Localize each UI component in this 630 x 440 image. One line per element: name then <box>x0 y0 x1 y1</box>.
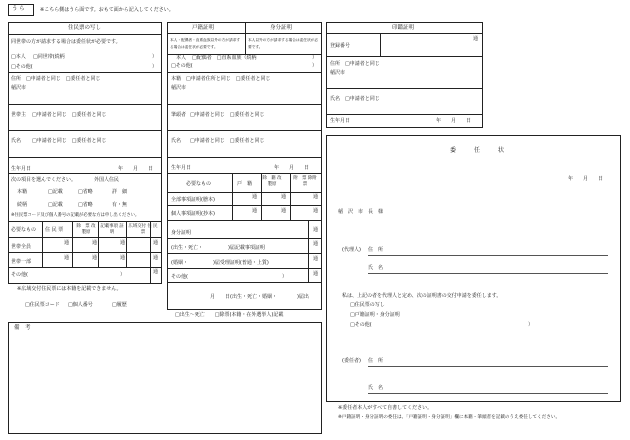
ininjo-statement: 私は、上記の者を代理人と定め、次の証明書の交付申請を委任します。 <box>342 293 502 299</box>
footnote-2: ※戸籍証明・身分証明の委任は、「戸籍証明・身分証明」欄に本籍・筆頭者を記載のうえ委任してください。 <box>338 415 561 420</box>
zokugara-kisai[interactable]: □記載 <box>48 202 63 208</box>
row-unit: 通 <box>313 227 319 233</box>
jusho-label: 住所 <box>330 61 341 67</box>
row-unit: 通 <box>313 271 319 277</box>
hitto-opts[interactable]: □配偶者 □直系血族（続柄 <box>192 55 257 61</box>
opt-kojin-bango[interactable]: □個人番号 <box>68 302 93 308</box>
city-label: 稲沢市 <box>171 85 187 91</box>
row-unit: 通 <box>92 255 98 261</box>
birth-label: 生年月日 <box>330 118 351 124</box>
row-unit: 通 <box>153 255 159 261</box>
jusho-opt[interactable]: □申請者と同じ <box>345 61 380 67</box>
table-header: 必要なもの <box>11 227 37 233</box>
row-unit: 通 <box>64 240 70 246</box>
opt-dou-setai[interactable]: □同世帯(続柄 <box>33 54 65 60</box>
opt-juminhyo-code[interactable]: □住民票コード <box>25 302 60 308</box>
shimei-label: 氏名 <box>11 138 22 144</box>
row-unit: 通 <box>120 240 126 246</box>
table-header: 住 民 票 <box>45 227 64 233</box>
table-header: 除 票 改製原 <box>76 224 96 235</box>
hittousha-label: 筆頭者 <box>171 112 187 118</box>
shimei-opt[interactable]: □申請者と同じ <box>345 96 380 102</box>
hittousha-opts[interactable]: □申請者と同じ □委任者と同じ <box>190 112 265 118</box>
inkan-section <box>326 22 483 128</box>
paren-close: ） <box>528 322 534 328</box>
table-header: 広域交付 住 民 票 <box>128 224 158 235</box>
ininjo-date: 年 月 日 <box>568 176 604 182</box>
row-unit: 通 <box>64 255 70 261</box>
table-row: 個人事項証明(抄本) <box>171 211 215 217</box>
juminhyo-title: 住民票の写し <box>68 25 102 31</box>
sheet-label: う ら <box>12 6 25 12</box>
paren-close: ） <box>312 55 318 61</box>
dairinin-shimei: 氏 名 <box>368 265 384 271</box>
ininjo-title: 委 任 状 <box>450 147 511 154</box>
row-unit: 通 <box>281 194 287 200</box>
row-unit: 通 <box>92 240 98 246</box>
ininsha-label: (委任者) <box>342 358 361 364</box>
table-row: その他( <box>11 272 28 278</box>
honseki-opts[interactable]: □申請者住所と同じ □委任者と同じ <box>186 76 271 82</box>
table-header: 附 票 除附票 <box>293 176 317 187</box>
paren-close: ） <box>282 274 288 280</box>
birth-label: 生年月日 <box>171 165 192 171</box>
row-unit: 通 <box>252 194 258 200</box>
ininjo-opt-koseki[interactable]: □戸籍証明・身分証明 <box>350 312 400 318</box>
birth-ymd: 年 月 日 <box>274 165 310 171</box>
row-unit: 通 <box>153 269 159 275</box>
header-notice: ※こちら側はうら面です。おもて面から記入してください。 <box>40 7 174 13</box>
inkan-unit: 通 <box>473 36 479 42</box>
setainushi-label: 世帯主 <box>11 112 27 118</box>
hitto-label: 本人 <box>176 55 187 61</box>
todoke-line: 月 日(出生・死亡・婚姻・ )届出 <box>210 294 309 300</box>
biko-label: 備 考 <box>14 325 31 331</box>
setainushi-opts[interactable]: □申請者と同じ □委任者と同じ <box>32 112 107 118</box>
birth-label: 生年月日 <box>11 166 32 172</box>
honseki-kisai[interactable]: □記載 <box>48 189 63 195</box>
juminhyo-instruction: 同世帯の方が請求する場合は委任状が必要です。 <box>11 39 121 45</box>
opt-sonota[interactable]: □その他( <box>11 64 33 70</box>
row-unit: 通 <box>313 194 319 200</box>
birth-ymd: 年 月 日 <box>436 118 472 124</box>
honseki-label: 本籍 <box>171 76 182 82</box>
koseki-opt-sonota[interactable]: □その他( <box>171 63 193 69</box>
mynumber-note: ※住民票コード及び個人番号の記載が必要な方は申し出ください。 <box>11 213 140 218</box>
row-unit: 通 <box>313 256 319 262</box>
koseki-title: 戸籍証明 <box>192 25 215 31</box>
row-unit: 通 <box>281 208 287 214</box>
ininjo-addressee: 稲 沢 市 長 様 <box>338 209 384 215</box>
row-unit: 通 <box>252 208 258 214</box>
opt-rireki[interactable]: □履歴 <box>112 302 127 308</box>
ininsha-shimei: 氏 名 <box>368 385 384 391</box>
cert-row: 身分証明 <box>171 230 192 236</box>
footnote-1: ※委任者本人がすべて自書してください。 <box>338 405 433 411</box>
row-unit: 通 <box>153 240 159 246</box>
opt-honnin[interactable]: □本人 <box>11 54 26 60</box>
biko-section[interactable] <box>8 322 322 434</box>
table-row: 全部事項証明(謄本) <box>171 197 215 203</box>
city-label: 稲沢市 <box>11 85 27 91</box>
shimei-label: 氏名 <box>171 138 182 144</box>
ininsha-shimei-line[interactable] <box>368 393 608 394</box>
cert-row: (出生・死亡・ )届記載事項証明 <box>171 245 265 251</box>
table-header: 戸 籍 <box>237 181 253 187</box>
jusho-label: 住所 <box>11 76 22 82</box>
umu-label: 有・無 <box>112 202 128 208</box>
kouiki-note: ※広域交付住民票には本籍を記載できません。 <box>17 286 122 292</box>
ininjo-opt-juminhyo[interactable]: □住民票の写し <box>350 302 385 308</box>
shimei-opts[interactable]: □申請者と同じ □委任者と同じ <box>32 138 107 144</box>
paren-close: ） <box>120 272 126 278</box>
ininsha-jusho-line[interactable] <box>368 366 608 367</box>
paren-close: ） <box>312 63 318 69</box>
zokugara-label: 続柄 <box>17 202 28 208</box>
birth-ymd: 年 月 日 <box>118 166 154 172</box>
row-unit: 通 <box>313 208 319 214</box>
table-header: 必要なもの <box>186 181 212 187</box>
koseki-bottom-opts[interactable]: □出生〜死亡 □除票(本籍・在外選挙人)記載 <box>175 312 284 318</box>
select-items-label: 次の項目を選んでください。 <box>11 177 77 183</box>
dairinin-jusho: 住 所 <box>368 247 384 253</box>
ininsha-jusho: 住 所 <box>368 358 384 364</box>
cert-row: (婚姻・ )届受理証明(普通・上質) <box>171 260 269 266</box>
cert-row: その他( <box>171 274 188 280</box>
toroku-label: 登録番号 <box>330 43 351 49</box>
city-label: 稲沢市 <box>330 70 346 76</box>
shosai-label: 詳 細 <box>112 189 128 195</box>
inkan-title: 印鑑証明 <box>392 25 415 31</box>
dairinin-jusho-line[interactable] <box>368 255 608 256</box>
table-header: 除 籍 改製原 <box>262 176 282 187</box>
table-header: 記載事項 証 明 <box>100 224 129 235</box>
paren-close: ） <box>152 64 158 70</box>
mibun-title: 身分証明 <box>270 25 293 31</box>
jusho-opts[interactable]: □申請者と同じ □委任者と同じ <box>26 76 101 82</box>
koseki-note: 本人・配偶者・直系血族以外の方が請求する場合は委任状が必要です。 <box>170 38 241 49</box>
honseki-shoryaku[interactable]: □省略 <box>78 189 93 195</box>
shimei-label: 氏名 <box>330 96 341 102</box>
ininjo-opt-sonota[interactable]: □その他( <box>350 322 372 328</box>
dairinin-shimei-line[interactable] <box>368 273 608 274</box>
honseki-label: 本籍 <box>17 189 28 195</box>
dairinin-label: (代理人) <box>342 247 361 253</box>
row-unit: 通 <box>120 255 126 261</box>
mibun-note: 本人以外の方が請求する場合は委任状が必要です。 <box>248 38 319 49</box>
shimei-opts[interactable]: □申請者と同じ □委任者と同じ <box>190 138 265 144</box>
foreigner-label: 外国人住民 <box>94 177 120 183</box>
table-row: 世帯全員 <box>11 244 32 250</box>
paren-close: ） <box>152 54 158 60</box>
table-row: 世帯一部 <box>11 259 32 265</box>
zokugara-shoryaku[interactable]: □省略 <box>78 202 93 208</box>
row-unit: 通 <box>313 241 319 247</box>
juminhyo-section <box>8 22 162 284</box>
